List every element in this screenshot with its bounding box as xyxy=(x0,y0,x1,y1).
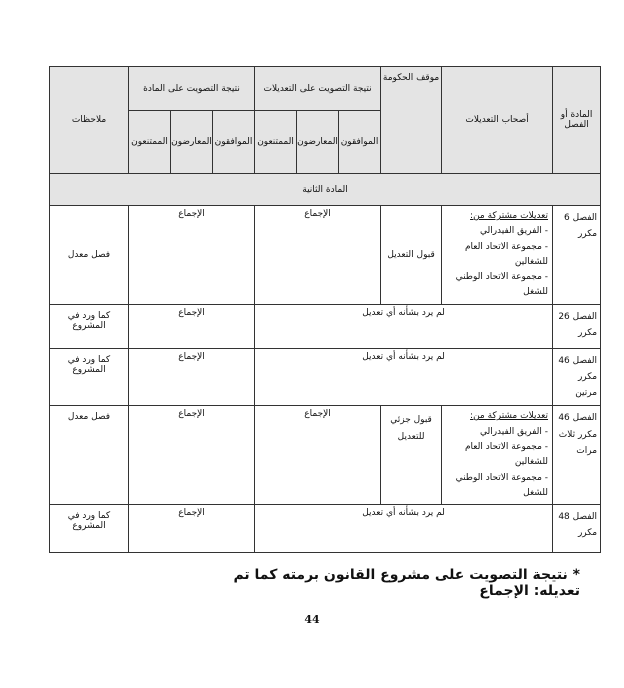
owners-title: تعديلات مشتركة من: xyxy=(470,411,549,422)
header-article-in-favor: الموافقون xyxy=(213,111,255,174)
owner-item: - مجموعة الاتحاد الوطني للشغل xyxy=(455,472,549,498)
header-amend-abstain: الممتنعون xyxy=(255,111,297,174)
owner-item: - الفريق الفيدرالي xyxy=(479,426,549,437)
row-owners xyxy=(442,406,553,505)
row-vote-article: الإجماع xyxy=(129,206,255,305)
owner-item: - الفريق الفيدرالي xyxy=(479,226,549,237)
row-note: فصل معدل xyxy=(50,206,129,305)
row-no-amendment: لم يرد بشأنه أي تعديل xyxy=(255,348,553,406)
row-no-amendment: لم يرد بشأنه أي تعديل xyxy=(255,505,553,553)
header-government: موقف الحكومة xyxy=(381,67,442,174)
owner-item: - مجموعة الاتحاد العام للشغالين xyxy=(464,241,549,267)
row-vote-amendments: الإجماع xyxy=(255,406,381,505)
row-government: قبول التعديل xyxy=(381,206,442,305)
row-no-amendment: لم يرد بشأنه أي تعديل xyxy=(255,304,553,348)
row-note: كما ورد في المشروع xyxy=(50,304,129,348)
row-government: قبول جزئي للتعديل xyxy=(381,406,442,505)
header-vote-article: نتيجة التصويت على المادة xyxy=(129,67,255,111)
row-vote-article: الإجماع xyxy=(129,304,255,348)
row-owners xyxy=(442,206,553,305)
table-row xyxy=(50,348,601,406)
row-note: كما ورد في المشروع xyxy=(50,505,129,553)
page-number: 44 xyxy=(304,613,320,626)
section-title: المادة الثانية xyxy=(50,174,601,206)
table-row xyxy=(50,304,601,348)
row-note: كما ورد في المشروع xyxy=(50,348,129,406)
row-chapter: الفصل 46 مكرر مرتين xyxy=(553,348,601,406)
header-notes: ملاحظات xyxy=(50,67,129,174)
row-chapter: الفصل 6 مكرر xyxy=(553,206,601,305)
row-chapter: الفصل 48 مكرر xyxy=(553,505,601,553)
header-article-against: المعارضون xyxy=(171,111,213,174)
table-row xyxy=(50,406,601,505)
row-chapter: الفصل 46 مكرر ثلاث مرات xyxy=(553,406,601,505)
row-note: فصل معدل xyxy=(50,406,129,505)
row-vote-article: الإجماع xyxy=(129,406,255,505)
final-vote-result: * نتيجة التصويت على مشروع القانون برمته كما تم تعديله: الإجماع xyxy=(233,567,580,599)
header-amend-in-favor: الموافقون xyxy=(339,111,381,174)
header-article-abstain: الممتنعون xyxy=(129,111,171,174)
table-row xyxy=(50,206,601,305)
row-vote-amendments: الإجماع xyxy=(255,206,381,305)
header-owners: أصحاب التعديلات xyxy=(442,67,553,174)
row-chapter: الفصل 26 مكرر xyxy=(553,304,601,348)
row-vote-article: الإجماع xyxy=(129,348,255,406)
header-chapter: المادة أو الفصل xyxy=(553,67,601,174)
owner-item: - مجموعة الاتحاد الوطني للشغل xyxy=(455,272,549,298)
table-row xyxy=(50,505,601,553)
header-amend-against: المعارضون xyxy=(297,111,339,174)
owner-item: - مجموعة الاتحاد العام للشغالين xyxy=(464,441,549,468)
amendments-table xyxy=(49,66,601,553)
owners-title: تعديلات مشتركة من: xyxy=(470,211,549,221)
row-vote-article: الإجماع xyxy=(129,505,255,553)
header-vote-amendments: نتيجة التصويت على التعديلات xyxy=(255,67,381,111)
